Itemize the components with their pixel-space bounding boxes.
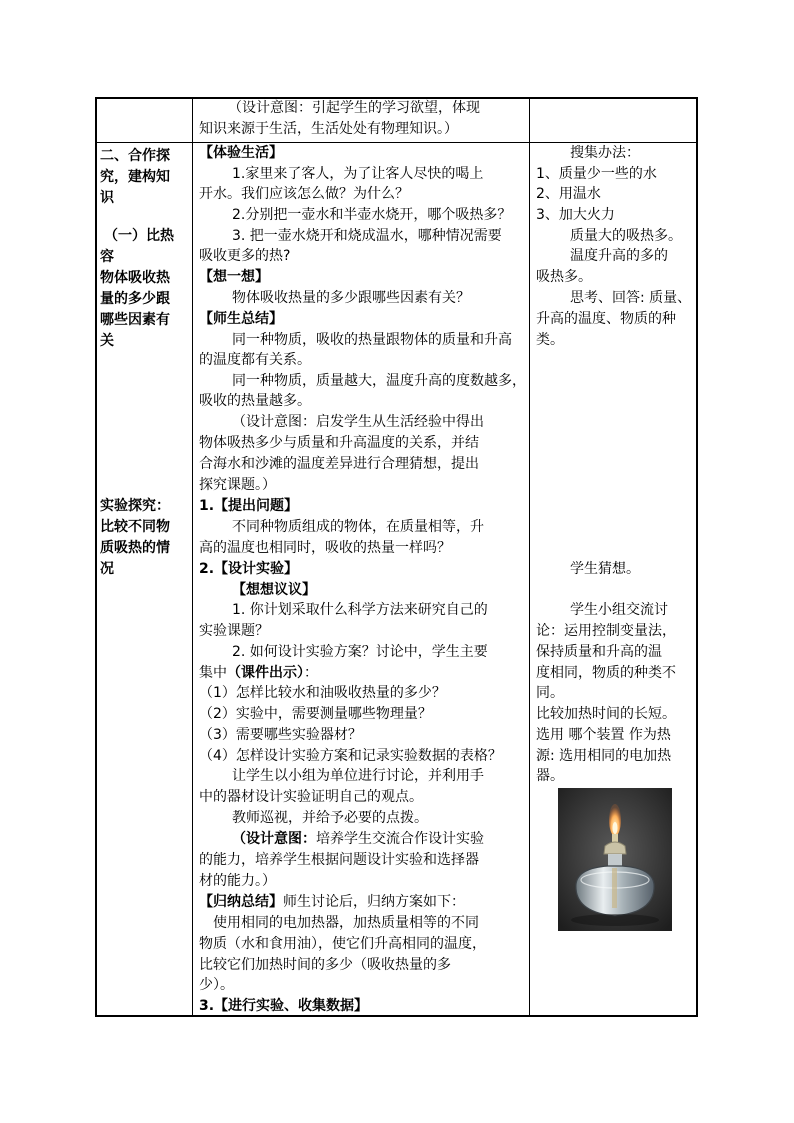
collect-text: 吸热多。 [536,269,592,285]
life-question: 开水。我们应该怎么做？为什么？ [199,186,409,202]
collect-text: 3、加大火力 [536,207,615,223]
group-talk-text: 源: 选用相同的电加热 [536,748,672,764]
experiment-title: 况 [100,561,114,577]
focus-suffix: ： [304,665,318,681]
discuss-text: 1. 你计划采取什么科学方法来研究自己的 [232,602,488,618]
discuss-text: 实验课题？ [199,623,269,639]
discuss-item: （4）怎样设计实验方案和记录实验数据的表格？ [199,748,502,764]
design-intent-text: 材的能力。） [199,873,276,889]
design-intent-line: （设计意图：引起学生的学习欲望，体现 [228,100,480,116]
group-talk-text: 选用 哪个装置 作为热 [536,727,671,743]
topic-title: 容 [100,249,114,265]
collect-text: 2、用温水 [536,186,601,202]
summary-text: 吸收的热量越多。 [199,393,311,409]
conclusion-text: 使用相同的电加热器，加热质量相等的不同 [213,915,479,931]
topic-title: （一）比热 [104,228,174,244]
intent-body: 培养学生交流合作设计实验 [316,831,484,847]
design-intent-line: 知识来源于生活，生活处处有物理知识。） [199,121,458,137]
think-text: 物体吸收热量的多少跟哪些因素有关？ [232,290,470,306]
design-intent-text: 合海水和沙滩的温度差异进行合理猜想，提出 [199,456,479,472]
question-text: 高的温度也相同时，吸收的热量一样吗？ [199,540,451,556]
heading-conclude: 【归纳总结】 [199,894,283,910]
discuss-item: （3）需要哪些实验器材？ [199,727,362,743]
design-intent-text: 物体吸热多少与质量和升高温度的关系，并结 [199,435,479,451]
conclusion-text: 少）。 [199,977,234,993]
conclusion-lead [199,892,465,913]
design-intent-text [232,829,484,850]
discuss-focus [199,663,318,684]
group-talk-text: 度相同，物质的种类不 [536,665,676,681]
design-intent-text: 探究课题。） [199,477,276,493]
group-talk-text: 比较加热时间的长短。 [536,706,676,722]
group-text: 教师巡视，并给予必要的点拨。 [232,810,428,826]
student-guess: 学生猜想。 [570,561,640,577]
section-title: 识 [100,190,114,206]
heading-collect-data: 3.【进行实验、收集数据】 [199,998,369,1014]
group-talk-text: 同。 [536,685,564,701]
summary-text: 的温度都有关系。 [199,352,311,368]
heading-raise-question: 1.【提出问题】 [199,498,299,514]
heading-think: 【想一想】 [199,269,269,285]
heading-summary: 【师生总结】 [199,311,283,327]
experiment-title: 实验探究： [100,498,170,514]
collect-text: 搜集办法： [570,145,640,161]
collect-text: 1、质量少一些的水 [536,166,657,182]
group-text: 中的器材设计实验证明自己的观点。 [199,789,423,805]
question-title: 量的多少跟 [100,291,170,307]
group-talk-text: 学生小组交流讨 [570,602,668,618]
group-talk-text: 保持质量和升高的温 [536,644,662,660]
heading-design-experiment: 2.【设计实验】 [199,561,299,577]
alcohol-lamp-photo [558,788,672,931]
life-question: 3. 把一壶水烧开和烧成温水，哪种情况需要 [232,228,502,244]
collect-text: 质量大的吸热多。 [570,228,682,244]
heading-experience-life: 【体验生活】 [199,145,283,161]
experiment-title: 比较不同物 [100,519,170,535]
group-text: 让学生以小组为单位进行讨论，并利用手 [232,768,484,784]
experiment-title: 质吸热的情 [100,540,170,556]
question-text: 不同种物质组成的物体，在质量相等，升 [232,519,484,535]
summary-text: 同一种物质，质量越大，温度升高的度数越多， [232,373,526,389]
collect-text: 温度升高的多的 [570,248,668,264]
column-divider-right [529,99,530,1015]
discuss-item: （2）实验中，需要测量哪些物理量？ [199,706,432,722]
group-talk-text: 器。 [536,768,564,784]
life-question: 2.分别把一壶水和半壶水烧开，哪个吸热多？ [232,207,512,223]
courseware-label: （课件出示） [227,665,304,681]
collect-text: 升高的温度、物质的种 [536,311,676,327]
intent-label: （设计意图： [232,831,316,847]
conclusion-text: 物质（水和食用油），使它们升高相同的温度， [199,936,486,952]
section-title: 二、合作探 [100,148,170,164]
design-intent-text: （设计意图：启发学生从生活经验中得出 [232,414,484,430]
discuss-text: 2. 如何设计实验方案？讨论中，学生主要 [232,644,488,660]
group-talk-text: 论：运用控制变量法， [536,623,676,639]
life-question: 1.家里来了客人，为了让客人尽快的喝上 [232,166,484,182]
column-divider-left [192,99,193,1015]
life-question: 吸收更多的热? [199,248,291,264]
collect-text: 思考、回答: 质量、 [570,290,692,306]
conclusion-text: 比较它们加热时间的多少（吸收热量的多 [199,957,451,973]
discuss-item: （1）怎样比较水和油吸收热量的多少？ [199,685,446,701]
question-title: 物体吸收热 [100,270,170,286]
conclude-lead-text: 师生讨论后，归纳方案如下： [283,894,465,910]
summary-text: 同一种物质，吸收的热量跟物体的质量和升高 [232,332,512,348]
heading-discuss: 【想想议议】 [232,582,316,598]
alcohol-lamp-illustration [558,788,672,931]
design-intent-text: 的能力，培养学生根据问题设计实验和选择器 [199,852,479,868]
collect-text: 类。 [536,332,564,348]
question-title: 关 [100,333,114,349]
focus-prefix: 集中 [199,665,227,681]
question-title: 哪些因素有 [100,312,170,328]
section-title: 究，建构知 [100,169,170,185]
